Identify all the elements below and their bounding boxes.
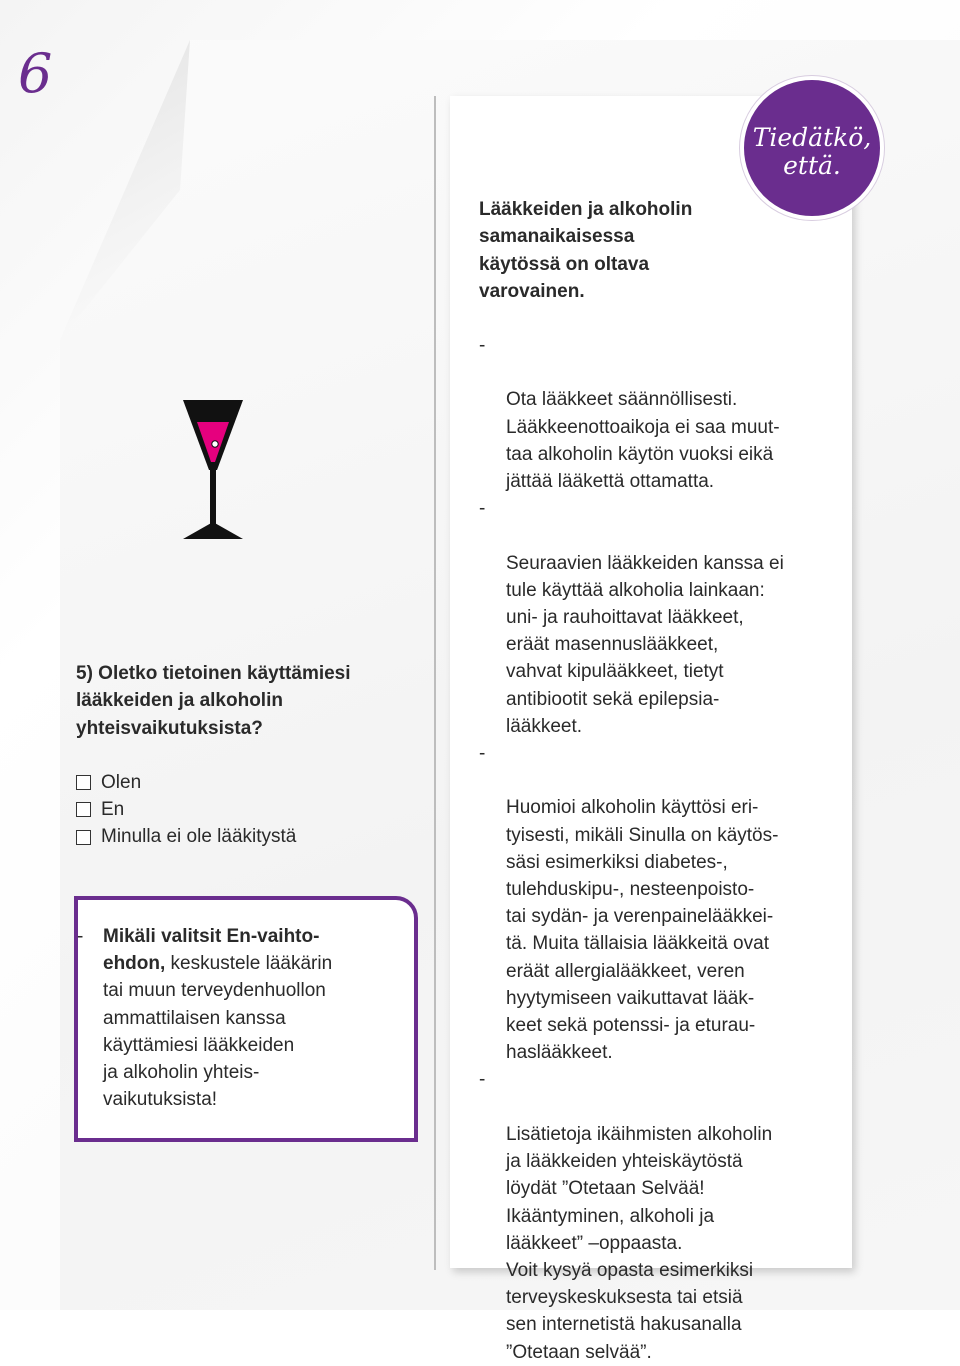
answer-options bbox=[76, 769, 396, 851]
checkbox[interactable] bbox=[76, 830, 91, 845]
checkbox[interactable] bbox=[76, 775, 91, 790]
option-en[interactable] bbox=[76, 796, 396, 823]
bullet-item bbox=[479, 740, 849, 1066]
option-olen[interactable] bbox=[76, 769, 396, 796]
option-no-medication[interactable] bbox=[76, 823, 396, 850]
bullet-text: Ota lääkkeet säännöllisesti. Lääkkeenottoaikoja ei saa muut- taa alkoholin käytön vuoksi eikä jättää lääkettä ottamatta. bbox=[506, 389, 780, 493]
badge-line-2: että. bbox=[783, 151, 841, 180]
option-label: Minulla ei ole lääkitystä bbox=[101, 826, 297, 848]
question-text: 5) Oletko tietoinen käyttämiesi lääkkeiden ja alkoholin yhteisvaikutuksista? bbox=[76, 663, 351, 739]
card-heading: Lääkkeiden ja alkoholin samanaikaisessa käytössä on oltava varovainen. bbox=[479, 199, 693, 302]
option-label: En bbox=[101, 799, 125, 821]
notice-text bbox=[77, 923, 403, 1113]
bullet-text: Huomioi alkoholin käyttösi eri- tyisesti, mikäli Sinulla on käytös- säsi esimerkiksi diabetes-, tulehduskipu-, nesteenpoisto- tai sydän- ja verenpainelääkkei- tä. Muita tällaisia lääkkeitä ovat eräät allergialääkkeet, veren hyytymiseen vaikuttavat lääk- keet sekä potenssi- ja eturau- haslääkkeet. bbox=[506, 797, 779, 1064]
option-label: Olen bbox=[101, 772, 142, 793]
bullet-dash: - bbox=[479, 743, 486, 765]
notice-dash: - bbox=[77, 926, 84, 947]
notice-rest-text: keskustele lääkärin tai muun terveydenhuollon ammattilaisen kanssa käyttämiesi lääkkeiden ja alkoholin yhteis- vaikutuksista! bbox=[103, 953, 333, 1111]
bullet-item bbox=[479, 495, 849, 740]
bullet-text: Seuraavien lääkkeiden kanssa ei tule käyttää alkoholia lainkaan: uni- ja rauhoittavat lääkkeet, eräät masennuslääkkeet, vahvat kipulääkkeet, tietyt antibiootit sekä epilepsia- lääkkeet. bbox=[506, 552, 784, 737]
card-closing-text: Voit kysyä opasta esimerkiksi terveyskeskuksesta tai etsiä sen internetistä hakusanalla ”Otetaan selvää”. bbox=[506, 1259, 754, 1363]
bullet-item bbox=[479, 332, 849, 495]
badge-line-1: Tiedätkö, bbox=[752, 123, 872, 152]
checkbox[interactable] bbox=[76, 802, 91, 817]
bullet-dash: - bbox=[479, 1069, 486, 1091]
cocktail-glass-icon bbox=[182, 398, 244, 542]
bullet-dash: - bbox=[479, 498, 486, 520]
column-divider bbox=[434, 96, 436, 1270]
card-bullet-list bbox=[479, 332, 849, 1366]
bullet-dash: - bbox=[479, 335, 486, 356]
page-number: 6 bbox=[18, 42, 53, 105]
bullet-text: Lisätietoja ikäihmisten alkoholin ja lääkkeiden yhteiskäytöstä löydät ”Otetaan Selvää! Ikääntyminen, alkoholi ja lääkkeet” –oppaasta. bbox=[506, 1123, 773, 1254]
bullet-item bbox=[479, 1066, 849, 1256]
notice-bold-text: Mikäli valitsit En-vaihto- ehdon, bbox=[103, 926, 320, 975]
